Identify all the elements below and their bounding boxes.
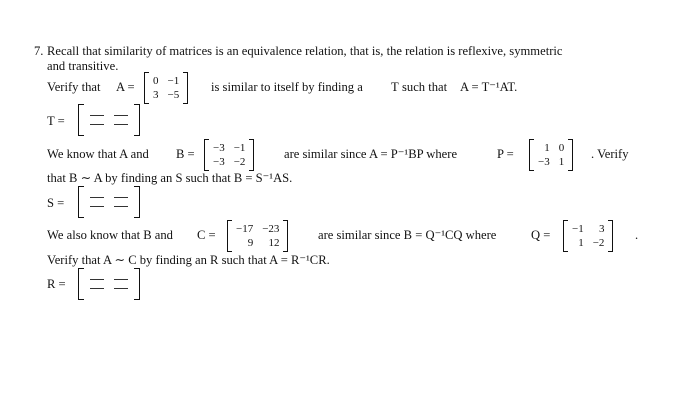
matrix-cell: 3	[598, 222, 605, 235]
matrix-cell: 12	[268, 236, 280, 249]
T-entry-1-2[interactable]	[114, 115, 128, 116]
R-entry-1-2[interactable]	[114, 279, 128, 280]
matrix-S-input[interactable]	[78, 186, 140, 218]
matrix-cell: −3	[538, 155, 550, 168]
para2-prefix: We know that A and	[47, 147, 149, 161]
matrix-Q	[563, 220, 613, 252]
matrix-cell: −3	[213, 141, 225, 154]
B-label: B =	[176, 147, 195, 161]
A-label: A =	[116, 80, 135, 94]
S-entry-1-2[interactable]	[114, 197, 128, 198]
right-bracket	[608, 220, 613, 252]
para3-line2: Verify that A ∼ C by finding an R such that A = R⁻¹CR.	[47, 253, 330, 267]
intro-line-1: Recall that similarity of matrices is an equivalence relation, that is, the relation is reflexive, symmetric	[47, 44, 563, 58]
equation-A-TAT: A = T⁻¹AT.	[460, 80, 518, 94]
T-entry-1-1[interactable]	[90, 115, 104, 116]
matrix-P	[529, 139, 573, 171]
para3-prefix: We also know that B and	[47, 228, 173, 242]
T-symbol: T	[391, 80, 399, 94]
para2-verify: . Verify	[591, 147, 629, 161]
problem-number: 7.	[34, 44, 44, 58]
verify1-prefix: Verify that	[47, 80, 101, 94]
matrix-cell: −3	[213, 155, 225, 168]
matrix-R-input[interactable]	[78, 268, 140, 300]
matrix-cell: 0	[153, 74, 159, 87]
right-bracket	[183, 72, 188, 104]
matrix-cell: −1	[167, 74, 180, 87]
matrix-B	[204, 139, 254, 171]
right-bracket	[283, 220, 288, 252]
T-entry-2-2[interactable]	[114, 124, 128, 125]
R-entry-2-1[interactable]	[90, 288, 104, 289]
matrix-cell: −23	[262, 222, 280, 235]
S-entry-2-1[interactable]	[90, 206, 104, 207]
T-label: T =	[47, 114, 65, 128]
R-entry-1-1[interactable]	[90, 279, 104, 280]
matrix-cell: 3	[153, 88, 159, 101]
right-bracket	[249, 139, 254, 171]
verify1-tail: such that	[402, 80, 448, 94]
S-entry-1-1[interactable]	[90, 197, 104, 198]
matrix-cell: −2	[592, 236, 605, 249]
matrix-cell: −2	[233, 155, 246, 168]
intro-line-2: and transitive.	[47, 59, 119, 73]
matrix-cell: 1	[578, 236, 584, 249]
right-bracket	[134, 186, 140, 218]
matrix-C	[227, 220, 288, 252]
matrix-A	[144, 72, 188, 104]
matrix-cell: 9	[247, 236, 254, 249]
matrix-cell: −5	[167, 88, 180, 101]
right-bracket	[134, 104, 140, 136]
R-label: R =	[47, 277, 66, 291]
S-label: S =	[47, 196, 65, 210]
Q-label: Q =	[531, 228, 551, 242]
P-label: P =	[497, 147, 514, 161]
R-entry-2-2[interactable]	[114, 288, 128, 289]
matrix-cell: −1	[233, 141, 246, 154]
matrix-cell: 0	[558, 141, 565, 154]
T-entry-2-1[interactable]	[90, 124, 104, 125]
para2-middle: are similar since A = P⁻¹BP where	[284, 147, 458, 161]
C-label: C =	[197, 228, 216, 242]
matrix-cell: 1	[558, 155, 565, 168]
matrix-cell: 1	[544, 141, 550, 154]
matrix-cell: −1	[572, 222, 584, 235]
right-bracket	[134, 268, 140, 300]
para3-middle: are similar since B = Q⁻¹CQ where	[318, 228, 497, 242]
para2-line2: that B ∼ A by finding an S such that B = S⁻¹AS.	[47, 171, 293, 185]
matrix-cell: −17	[236, 222, 254, 235]
S-entry-2-2[interactable]	[114, 206, 128, 207]
matrix-T-input[interactable]	[78, 104, 140, 136]
para3-period: .	[635, 228, 639, 242]
verify1-suffix: is similar to itself by finding a	[211, 80, 363, 94]
right-bracket	[568, 139, 573, 171]
